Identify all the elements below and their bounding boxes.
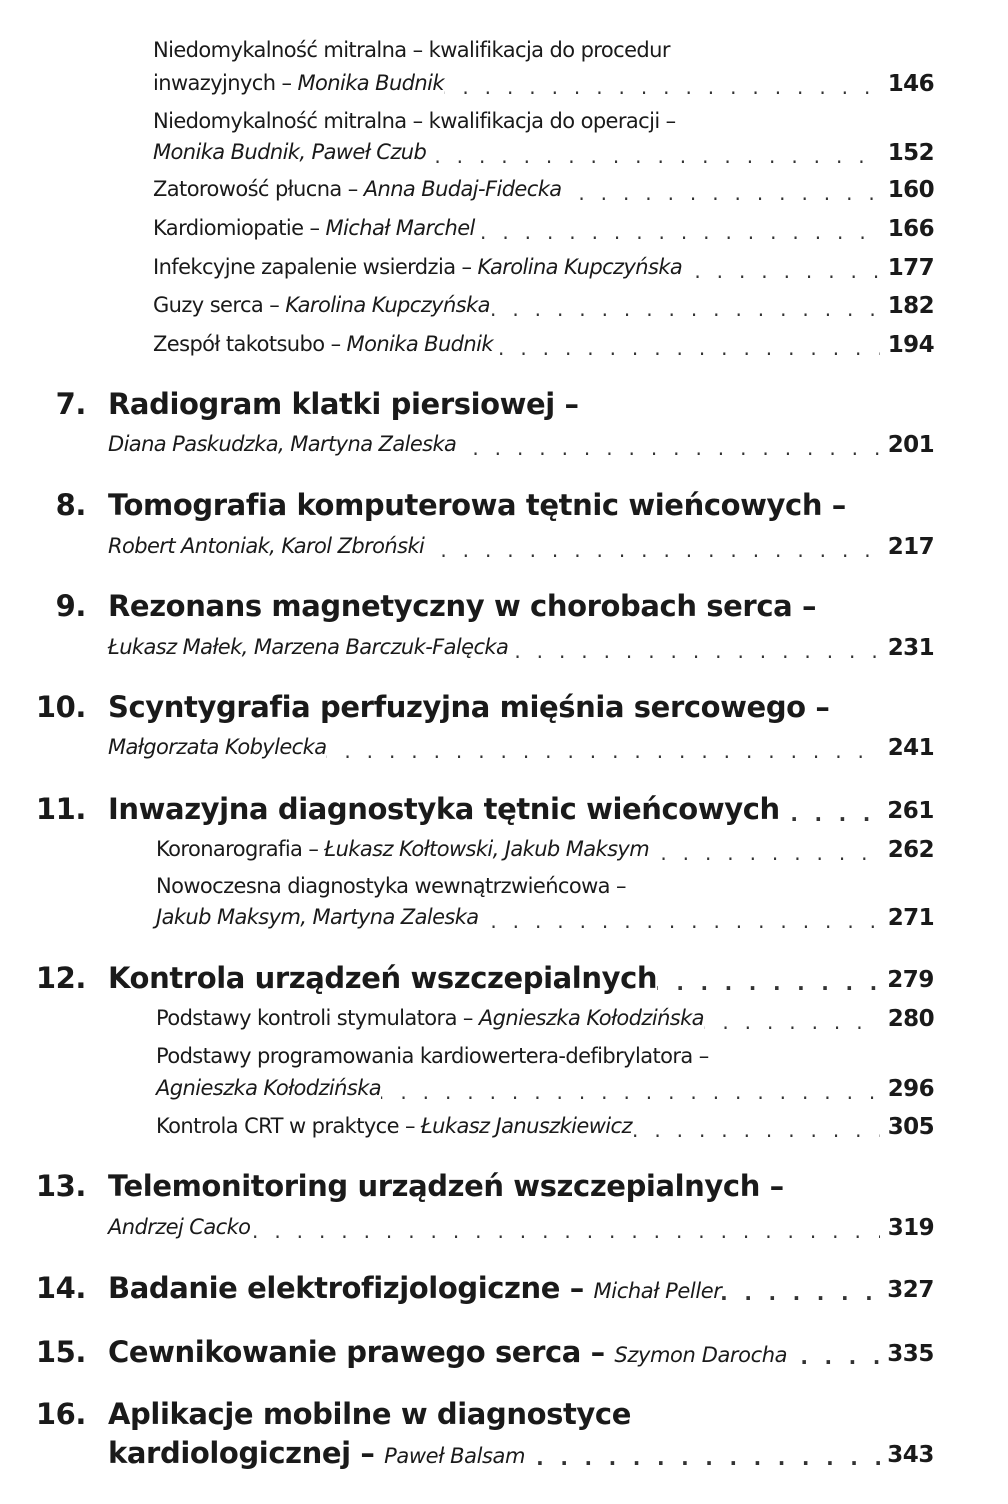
dot-leader [628, 971, 880, 995]
page-number: 160 [887, 177, 934, 203]
entry-author: Monika Budnik [297, 71, 444, 95]
page-number: 305 [887, 1114, 934, 1140]
dot-leader [696, 1281, 880, 1305]
chapter-title: Tomografia komputerowa tętnic wieńcowych – [108, 488, 846, 522]
entry-title: Zatorowość płucna – [153, 177, 364, 201]
chapter-title: Rezonans magnetyczny w chorobach serca – [108, 589, 817, 623]
entry-author: Robert Antoniak, Karol Zbroński [108, 534, 425, 558]
chapter-title-cont: kardiologicznej – [108, 1436, 385, 1470]
entry-title-cont: inwazyjnych – Monika Budnik [153, 71, 444, 95]
page-number: 262 [887, 837, 934, 863]
entry-author: Monika Budnik [346, 332, 493, 356]
dot-leader [632, 1118, 880, 1142]
entry-author: Łukasz Małek, Marzena Barczuk-Falęcka [108, 635, 509, 659]
dot-leader [252, 1219, 880, 1243]
dot-leader [512, 1446, 880, 1470]
entry-author: Jakub Maksym, Martyna Zaleska [156, 905, 479, 929]
entry-title: Nowoczesna diagnostyka wewnątrzwieńcowa – [156, 874, 626, 898]
page-number: 194 [887, 332, 934, 358]
entry-author: Małgorzata Kobylecka [108, 735, 327, 759]
entry-title: Kontrola CRT w praktyce – [156, 1114, 421, 1138]
page-number: 241 [887, 735, 934, 761]
chapter-number: 11. [35, 792, 86, 826]
entry-author: Michał Peller [593, 1279, 722, 1303]
chapter-title: Scyntygrafia perfuzyjna mięśnia sercowego – [108, 690, 830, 724]
entry-title: Guzy serca – [153, 293, 286, 317]
chapter-title: Badanie elektrofizjologiczne – [108, 1271, 594, 1305]
page-number: 343 [887, 1442, 934, 1468]
dot-leader [700, 1010, 880, 1034]
entry-author: Anna Budaj-Fidecka [363, 177, 562, 201]
entry-author: Monika Budnik, Paweł Czub [153, 140, 427, 164]
page-number: 335 [887, 1341, 934, 1367]
page-number: 271 [887, 905, 934, 931]
dot-leader [672, 259, 880, 283]
entry-author: Karolina Kupczyńska [477, 255, 683, 279]
chapter-number: 15. [35, 1335, 86, 1369]
dot-leader [412, 144, 880, 168]
dot-leader [378, 1080, 880, 1104]
entry-title: Niedomykalność mitralna – kwalifikacja do operacji – [153, 109, 676, 133]
entry-title: Kardiomiopatie – [153, 216, 326, 240]
page-number: 296 [887, 1076, 934, 1102]
dot-leader [450, 436, 880, 460]
chapter-title: Telemonitoring urządzeń wszczepialnych – [108, 1169, 784, 1203]
page-number: 201 [887, 432, 934, 458]
dot-leader [440, 75, 880, 99]
chapter-number: 7. [55, 387, 86, 421]
page-number: 231 [887, 635, 934, 661]
entry-author: Andrzej Cacko [108, 1215, 251, 1239]
entry-author: Paweł Balsam [384, 1444, 526, 1468]
page-number: 152 [887, 140, 934, 166]
entry-author: Karolina Kupczyńska [285, 293, 490, 317]
entry-title: Podstawy programowania kardiowertera-defibrylatora – [156, 1044, 709, 1068]
dot-leader [418, 538, 880, 562]
dot-leader [468, 909, 880, 933]
page-number: 182 [887, 293, 934, 319]
entry-author: Agnieszka Kołodzińska [156, 1076, 382, 1100]
dot-leader [480, 220, 880, 244]
dot-leader [490, 297, 880, 321]
entry-title: Niedomykalność mitralna – kwalifikacja do procedur [153, 38, 670, 62]
chapter-number: 12. [35, 961, 86, 995]
page-number: 319 [887, 1215, 934, 1241]
chapter-title: Inwazyjna diagnostyka tętnic wieńcowych [108, 792, 780, 826]
entry-author: Agnieszka Kołodzińska [478, 1006, 704, 1030]
entry-author: Michał Marchel [325, 216, 475, 240]
entry-title: Podstawy kontroli stymulatora – [156, 1006, 479, 1030]
entry-author: Szymon Darocha [614, 1343, 788, 1367]
chapter-number: 13. [35, 1169, 86, 1203]
page-number: 177 [887, 255, 934, 281]
chapter-number: 10. [35, 690, 86, 724]
entry-author: Diana Paskudzka, Martyna Zaleska [108, 432, 457, 456]
chapter-title: Aplikacje mobilne w diagnostyce [108, 1397, 631, 1431]
chapter-title: Radiogram klatki piersiowej – [108, 387, 579, 421]
page-number: 146 [887, 71, 934, 97]
page-number: 279 [887, 967, 934, 993]
chapter-number: 8. [55, 488, 86, 522]
dot-leader [638, 841, 880, 865]
page-number: 166 [887, 216, 934, 242]
page-number: 261 [887, 798, 934, 824]
dot-leader [492, 639, 880, 663]
entry-title: Zespół takotsubo – [153, 332, 347, 356]
entry-title: Koronarografia – [156, 837, 325, 861]
dot-leader [498, 336, 880, 360]
dot-leader [322, 739, 880, 763]
chapter-number: 14. [35, 1271, 86, 1305]
page-number: 217 [887, 534, 934, 560]
chapter-title: Cewnikowanie prawego serca – [108, 1335, 615, 1369]
chapter-title: Kontrola urządzeń wszczepialnych [108, 961, 658, 995]
chapter-number: 9. [55, 589, 86, 623]
entry-author: Łukasz Januszkiewicz [420, 1114, 632, 1138]
entry-title: Infekcyjne zapalenie wsierdzia – [153, 255, 478, 279]
chapter-number: 16. [35, 1397, 86, 1431]
page-number: 327 [887, 1277, 934, 1303]
page-number: 280 [887, 1006, 934, 1032]
dot-leader [556, 181, 880, 205]
entry-author: Łukasz Kołtowski, Jakub Maksym [324, 837, 650, 861]
